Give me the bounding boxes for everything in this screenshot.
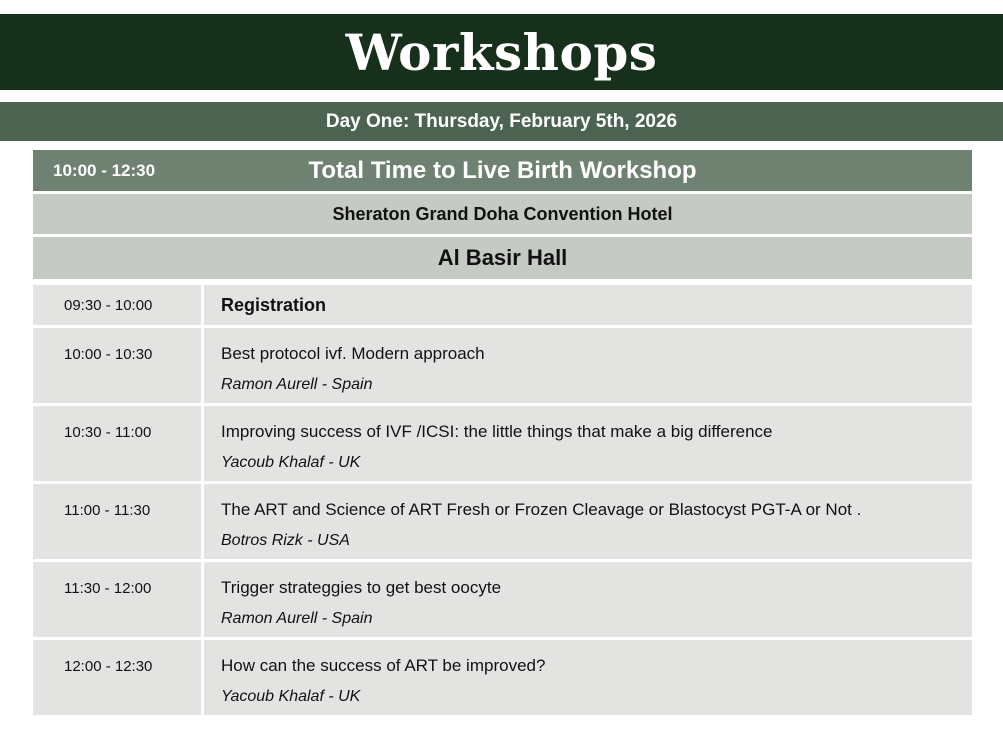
session-title: Trigger strateggies to get best oocyte: [221, 578, 502, 597]
session-time: 11:00 - 11:30: [33, 484, 201, 559]
workshop-time: 10:00 - 12:30: [53, 161, 156, 180]
session-speaker: Yacoub Khalaf - UK: [221, 454, 361, 471]
registration-row: [33, 285, 972, 325]
day-label: Day One: Thursday, February 5th, 2026: [325, 110, 678, 132]
session-speaker: Botros Rizk - USA: [221, 532, 350, 549]
hall-label: Al Basir Hall: [437, 245, 568, 270]
session-speaker: Yacoub Khalaf - UK: [221, 688, 361, 705]
registration-label: Registration: [204, 285, 972, 325]
session-title: How can the success of ART be improved?: [221, 656, 546, 675]
session-time: 10:00 - 10:30: [33, 328, 201, 403]
session-speaker: Ramon Aurell - Spain: [221, 376, 373, 393]
session-title: The ART and Science of ART Fresh or Frozen Cleavage or Blastocyst PGT-A or Not .: [221, 500, 862, 519]
session-title: Best protocol ivf. Modern approach: [221, 344, 485, 363]
venue-label: Sheraton Grand Doha Convention Hotel: [332, 203, 673, 224]
session-time: 10:30 - 11:00: [33, 406, 201, 481]
session-content: [204, 640, 972, 715]
session-content: [204, 484, 972, 559]
page-title: Workshops: [345, 22, 658, 82]
session-content: [204, 562, 972, 637]
session-time: 09:30 - 10:00: [33, 285, 201, 325]
session-row: [33, 328, 972, 403]
workshop-header: [33, 150, 972, 191]
hall-row: [33, 237, 972, 279]
session-title: Improving success of IVF /ICSI: the little things that make a big difference: [221, 422, 773, 441]
venue-row: [33, 194, 972, 234]
day-banner: [0, 102, 1003, 141]
session-content: [204, 406, 972, 481]
session-row: [33, 484, 972, 559]
session-content: [204, 328, 972, 403]
workshop-title: Total Time to Live Birth Workshop: [308, 157, 697, 184]
session-time: 11:30 - 12:00: [33, 562, 201, 637]
session-row: [33, 562, 972, 637]
session-row: [33, 640, 972, 715]
session-speaker: Ramon Aurell - Spain: [221, 610, 373, 627]
workshops-banner: [0, 14, 1003, 90]
schedule-table: [33, 285, 972, 718]
session-row: [33, 406, 972, 481]
session-time: 12:00 - 12:30: [33, 640, 201, 715]
